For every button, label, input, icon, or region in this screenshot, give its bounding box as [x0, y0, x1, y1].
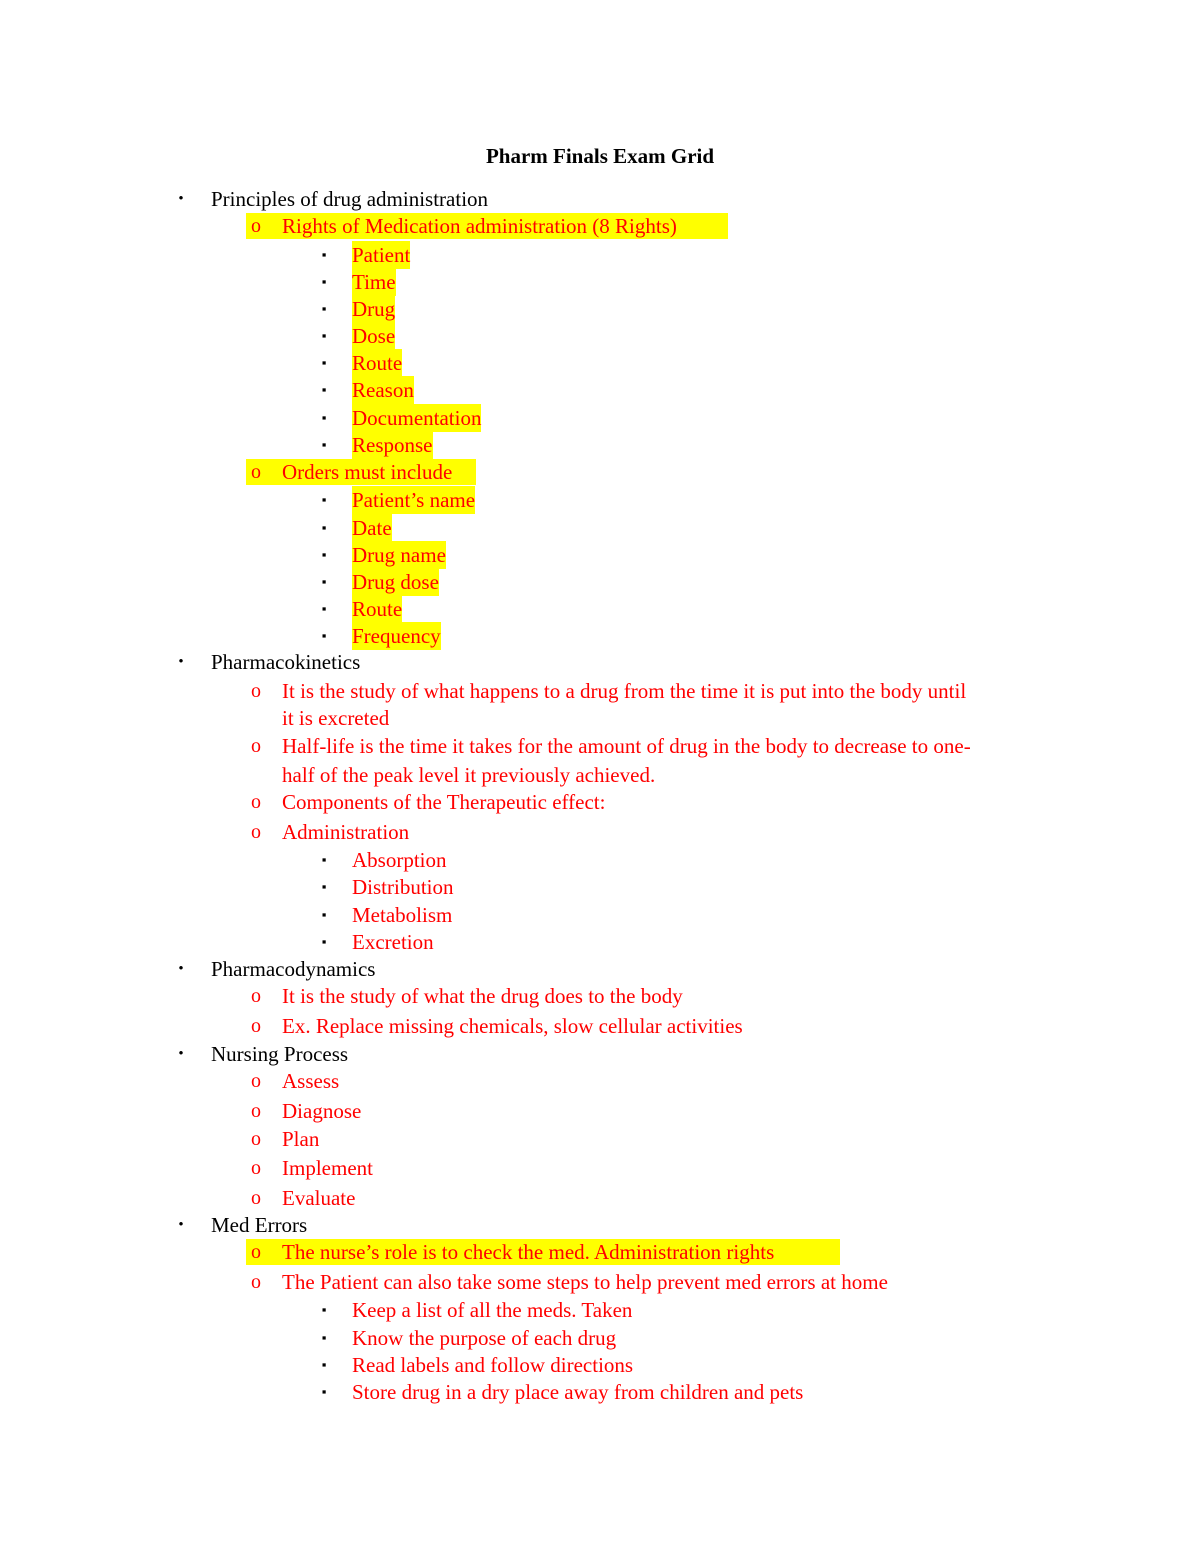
bullet-square: ▪ — [321, 574, 327, 589]
bullet-square: ▪ — [321, 520, 327, 535]
bullet-circle: o — [251, 215, 261, 237]
bullet-square: ▪ — [321, 274, 327, 289]
list-item: Evaluate — [282, 1186, 356, 1210]
bullet-circle: o — [251, 461, 261, 483]
list-item: Keep a list of all the meds. Taken — [352, 1298, 633, 1322]
bullet-square: ▪ — [321, 382, 327, 397]
list-item: Administration — [282, 820, 410, 844]
bullet-circle: o — [251, 821, 261, 843]
bullet-square: ▪ — [321, 934, 327, 949]
bullet-circle: o — [251, 1157, 261, 1179]
list-item: Metabolism — [352, 903, 453, 927]
bullet-circle: o — [251, 1271, 261, 1293]
list-item: Store drug in a dry place away from children and pets — [352, 1380, 804, 1404]
list-item: Components of the Therapeutic effect: — [282, 790, 606, 814]
list-item-order-field: Patient’s name — [352, 488, 476, 512]
bullet-square: ▪ — [321, 437, 327, 452]
list-item: Ex. Replace missing chemicals, slow cellular activities — [282, 1014, 743, 1038]
section-heading-principles: Principles of drug administration — [211, 187, 489, 211]
list-item-order-field: Route — [352, 597, 403, 621]
list-item: Implement — [282, 1156, 373, 1180]
bullet-square: ▪ — [321, 547, 327, 562]
section-heading-pharmacokinetics: Pharmacokinetics — [211, 650, 361, 674]
list-item: Assess — [282, 1069, 340, 1093]
bullet-square: ▪ — [321, 328, 327, 343]
bullet-square: ▪ — [321, 628, 327, 643]
bullet-square: ▪ — [321, 410, 327, 425]
list-item-right: Patient — [352, 243, 411, 267]
bullet-square: ▪ — [321, 1302, 327, 1317]
bullet-square: ▪ — [321, 852, 327, 867]
list-item: Distribution — [352, 875, 454, 899]
bullet-circle: o — [251, 1070, 261, 1092]
bullet-square: ▪ — [321, 879, 327, 894]
bullet-circle: o — [251, 735, 261, 757]
list-item: Plan — [282, 1127, 320, 1151]
bullet-disc: • — [178, 1217, 184, 1233]
list-item-right: Response — [352, 433, 433, 457]
list-item-rights: Rights of Medication administration (8 Rights) — [282, 214, 677, 238]
bullet-square: ▪ — [321, 601, 327, 616]
list-item-right: Drug — [352, 297, 396, 321]
bullet-disc: • — [178, 654, 184, 670]
bullet-circle: o — [251, 1015, 261, 1037]
list-item: It is the study of what the drug does to the body — [282, 984, 683, 1008]
list-item-right: Time — [352, 270, 396, 294]
list-item-line: It is the study of what happens to a drug from the time it is put into the body until — [282, 679, 967, 703]
bullet-square: ▪ — [321, 247, 327, 262]
bullet-square: ▪ — [321, 492, 327, 507]
bullet-circle: o — [251, 791, 261, 813]
bullet-square: ▪ — [321, 301, 327, 316]
bullet-circle: o — [251, 1187, 261, 1209]
bullet-circle: o — [251, 1241, 261, 1263]
list-item: Diagnose — [282, 1099, 362, 1123]
bullet-square: ▪ — [321, 1384, 327, 1399]
list-item-order-field: Date — [352, 516, 392, 540]
bullet-square: ▪ — [321, 1330, 327, 1345]
list-item-right: Documentation — [352, 406, 482, 430]
document-title: Pharm Finals Exam Grid — [485, 144, 715, 168]
list-item-right: Dose — [352, 324, 396, 348]
bullet-circle: o — [251, 985, 261, 1007]
list-item-right: Route — [352, 351, 403, 375]
section-heading-nursing-process: Nursing Process — [211, 1042, 349, 1066]
list-item-line: Half-life is the time it takes for the amount of drug in the body to decrease to one- — [282, 734, 971, 758]
list-item-orders: Orders must include — [282, 460, 453, 484]
bullet-circle: o — [251, 680, 261, 702]
bullet-square: ▪ — [321, 355, 327, 370]
list-item-order-field: Frequency — [352, 624, 441, 648]
bullet-disc: • — [178, 191, 184, 207]
list-item: Absorption — [352, 848, 447, 872]
list-item: The Patient can also take some steps to help prevent med errors at home — [282, 1270, 888, 1294]
bullet-square: ▪ — [321, 1357, 327, 1372]
bullet-circle: o — [251, 1128, 261, 1150]
list-item: Excretion — [352, 930, 434, 954]
list-item-order-field: Drug dose — [352, 570, 439, 594]
list-item-line: half of the peak level it previously achieved. — [282, 763, 656, 787]
list-item-nurse-role: The nurse’s role is to check the med. Administration rights — [282, 1240, 775, 1264]
list-item-order-field: Drug name — [352, 543, 446, 567]
bullet-disc: • — [178, 1046, 184, 1062]
section-heading-pharmacodynamics: Pharmacodynamics — [211, 957, 376, 981]
list-item: Read labels and follow directions — [352, 1353, 634, 1377]
bullet-circle: o — [251, 1100, 261, 1122]
section-heading-med-errors: Med Errors — [211, 1213, 308, 1237]
list-item-line: it is excreted — [282, 706, 390, 730]
list-item-right: Reason — [352, 378, 414, 402]
list-item: Know the purpose of each drug — [352, 1326, 617, 1350]
bullet-disc: • — [178, 961, 184, 977]
bullet-square: ▪ — [321, 907, 327, 922]
